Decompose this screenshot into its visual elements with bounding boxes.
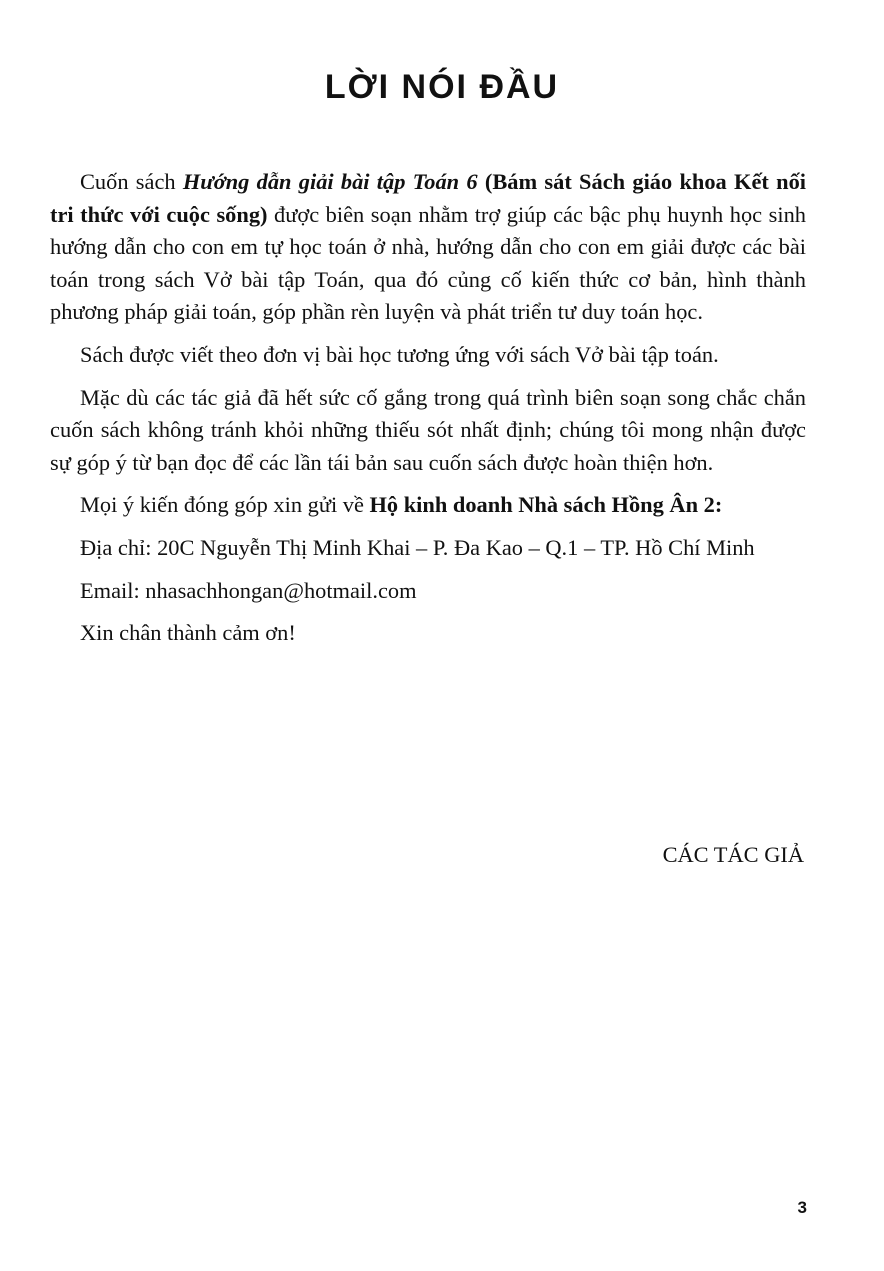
- preface-body: [50, 166, 806, 660]
- signature: CÁC TÁC GIẢ: [662, 842, 804, 867]
- page-title: LỜI NÓI ĐẦU: [324, 68, 560, 106]
- book-title: Hướng dẫn giải bài tập Toán 6: [182, 169, 478, 194]
- paragraph-intro: [50, 166, 806, 329]
- intro-rest: được biên soạn nhằm trợ giúp các bậc phụ huynh học sinh hướng dẫn cho con em tự học toán ở nhà, hướng dẫn cho con em giải được các bài toán trong sách Vở bài tập Toán, qua đó củng cố kiến thức cơ bản, hình thành phương pháp giải toán, góp phần rèn luyện và phát triển tư duy toán học.: [50, 201, 806, 325]
- address-line: Địa chỉ: 20C Nguyễn Thị Minh Khai – P. Đa Kao – Q.1 – TP. Hồ Chí Minh: [80, 534, 755, 560]
- publisher-name: Hộ kinh doanh Nhà sách Hồng Ân 2:: [369, 492, 723, 518]
- paragraph-feedback: [50, 489, 806, 522]
- paragraph-apology: Mặc dù các tác giả đã hết sức cố gắng trong quá trình biên soạn song chắc chắn cuốn sách không tránh khỏi những thiếu sót nhất định; chúng tôi mong nhận được sự góp ý từ bạn đọc để các lần tái bản sau cuốn sách được hoàn thiện hơn.: [50, 384, 806, 475]
- email-line: Email: nhasachhongan@hotmail.com: [80, 577, 417, 603]
- thanks-line: Xin chân thành cảm ơn!: [80, 620, 296, 646]
- page-number: 3: [797, 1198, 807, 1217]
- intro-lead: Cuốn sách: [80, 169, 183, 194]
- paragraph-structure: Sách được viết theo đơn vị bài học tương ứng với sách Vở bài tập toán.: [80, 341, 719, 367]
- book-series: (Bám sát Sách giáo khoa Kết nối tri thức với cuộc sống): [50, 169, 806, 227]
- feedback-lead: Mọi ý kiến đóng góp xin gửi về: [80, 492, 370, 518]
